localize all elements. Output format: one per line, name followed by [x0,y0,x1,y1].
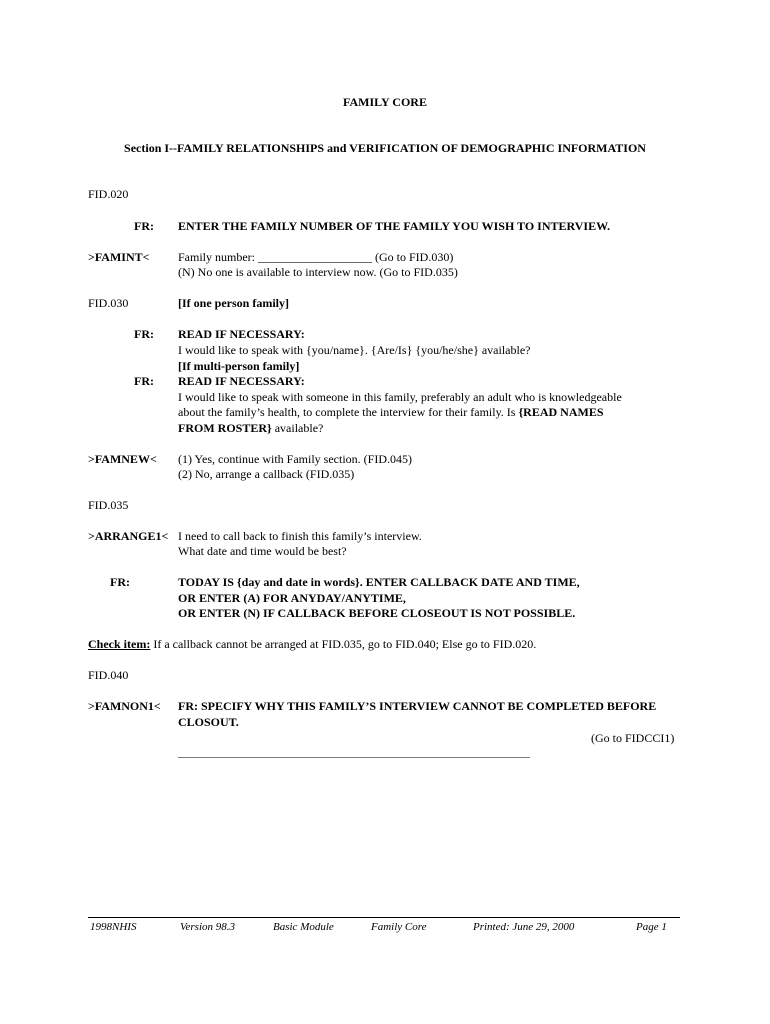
question-text [178,404,604,420]
variable-name-famnew: >FAMNEW< [88,452,157,466]
question-text: What date and time would be best? [178,544,347,558]
answer-option: Family number: ___________________ (Go to FID.030) [178,250,454,264]
fr-instruction: READ IF NECESSARY: [178,374,305,388]
question-text: I would like to speak with someone in this family, preferably an adult who is knowledgeable [178,390,622,404]
variable-name-famnon1: >FAMNON1< [88,699,161,713]
footer-module: Basic Module [273,921,334,933]
section-title: Section I--FAMILY RELATIONSHIPS and VERIFICATION OF DEMOGRAPHIC INFORMATION [124,141,646,155]
fr-instruction: CLOSOUT. [178,715,239,729]
item-id-fid040: FID.040 [88,668,129,682]
fr-label: FR: [134,219,154,233]
question-text-bold: {READ NAMES [518,405,604,419]
question-text [178,420,323,436]
item-id-fid030: FID.030 [88,296,129,310]
footer-page: Page 1 [636,921,667,933]
check-item [88,636,536,652]
answer-option: (2) No, arrange a callback (FID.035) [178,467,355,481]
footer-survey: 1998NHIS [90,921,137,933]
question-text-bold: FROM ROSTER} [178,421,272,435]
item-id-fid035: FID.035 [88,498,129,512]
answer-blank: ________________________________________________________________ [178,747,530,759]
question-text: I would like to speak with {you/name}. {Are/Is} {you/he/she} available? [178,343,531,357]
footer-rule [88,917,680,918]
question-text: I need to call back to finish this family’s interview. [178,529,422,543]
answer-option: (1) Yes, continue with Family section. (FID.045) [178,452,412,466]
fr-instruction: OR ENTER (N) IF CALLBACK BEFORE CLOSEOUT IS NOT POSSIBLE. [178,606,576,620]
page-title: FAMILY CORE [343,95,427,109]
condition-label: [If multi-person family] [178,359,300,373]
condition-label: [If one person family] [178,296,289,310]
variable-name-famint: >FAMINT< [88,250,150,264]
fr-label: FR: [110,575,130,589]
fr-label: FR: [134,374,154,388]
answer-option: (N) No one is available to interview now. (Go to FID.035) [178,265,458,279]
check-item-text: If a callback cannot be arranged at FID.035, go to FID.040; Else go to FID.020. [150,637,537,651]
goto-text: (Go to FIDCCI1) [591,731,675,745]
fr-instruction: TODAY IS {day and date in words}. ENTER CALLBACK DATE AND TIME, [178,575,580,589]
check-item-label: Check item: [88,637,151,651]
variable-name-arrange1: >ARRANGE1< [88,529,169,543]
fr-instruction: OR ENTER (A) FOR ANYDAY/ANYTIME, [178,591,406,605]
footer-version: Version 98.3 [180,921,235,933]
footer-core: Family Core [371,921,427,933]
question-text-part: about the family’s health, to complete the interview for their family. Is [178,405,519,419]
fr-label: FR: [134,327,154,341]
footer-printed: Printed: June 29, 2000 [473,921,575,933]
fr-instruction: ENTER THE FAMILY NUMBER OF THE FAMILY YOU WISH TO INTERVIEW. [178,219,611,233]
fr-instruction: READ IF NECESSARY: [178,327,305,341]
question-text-part: available? [271,421,324,435]
item-id-fid020: FID.020 [88,187,129,201]
fr-instruction: FR: SPECIFY WHY THIS FAMILY’S INTERVIEW CANNOT BE COMPLETED BEFORE [178,699,657,713]
